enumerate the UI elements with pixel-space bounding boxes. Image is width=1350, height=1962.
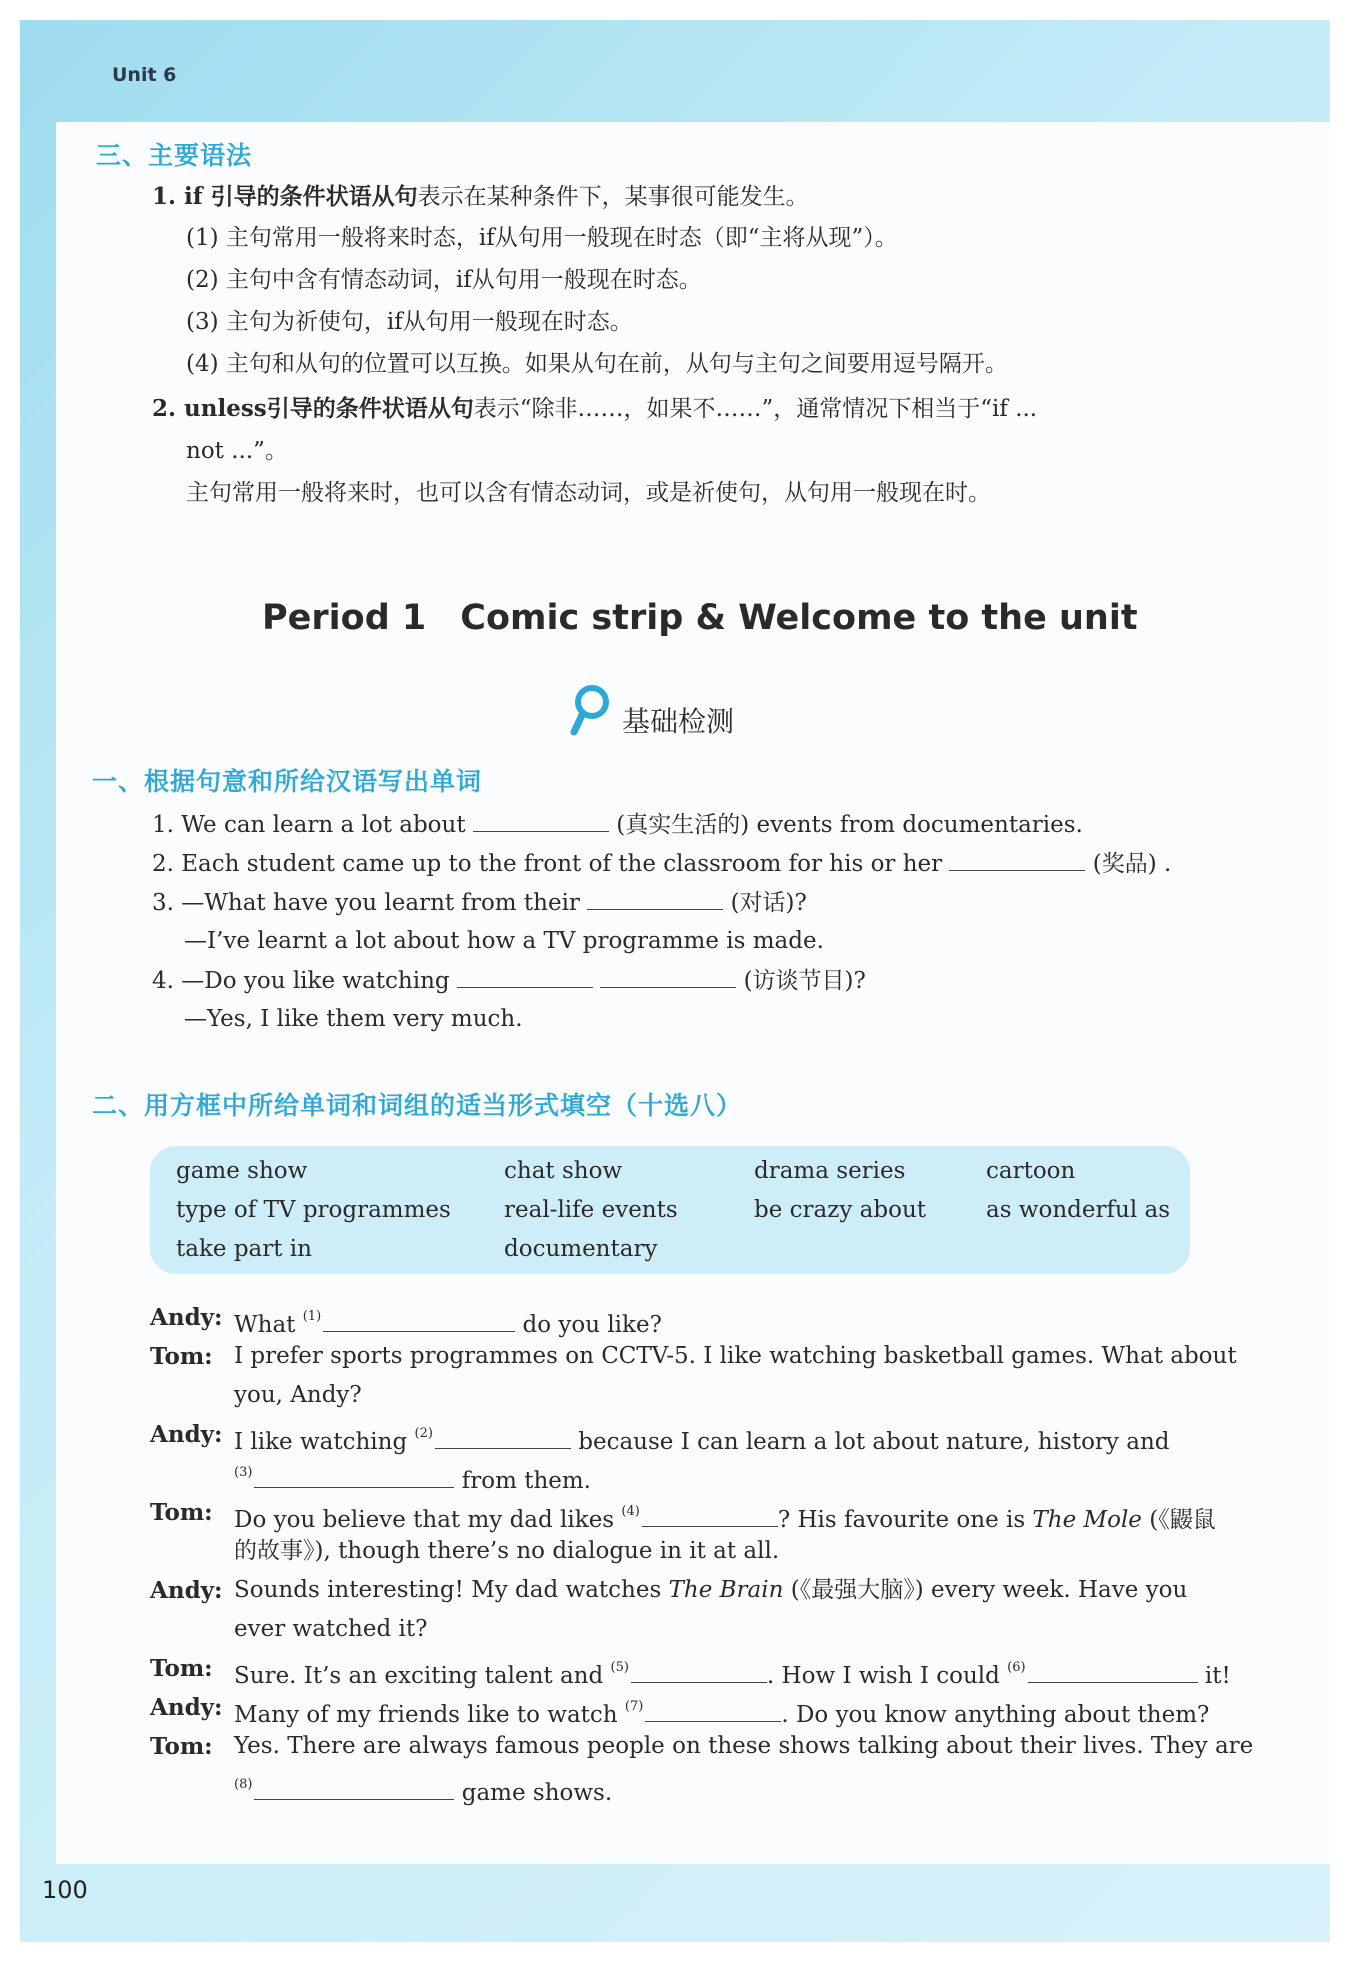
rule1-point: (1) 主句常用一般将来时态，if从句用一般现在时态（即“主将从现”）。 <box>186 225 898 251</box>
dialogue-line: you, Andy? <box>234 1382 362 1408</box>
dialogue-text: Sounds interesting! My dad watches <box>234 1577 662 1603</box>
dialogue-text: (《最强大脑》) every week. Have you <box>790 1577 1188 1603</box>
question-4 <box>152 965 866 996</box>
rule1-lead: 1. if 引导的条件状语从句 <box>152 183 418 210</box>
word-option: drama series <box>754 1158 906 1184</box>
basic-check-label: 基础检测 <box>622 705 735 738</box>
word-option: chat show <box>504 1158 623 1184</box>
answer-blank[interactable] <box>254 1465 454 1488</box>
section1-heading: 一、根据句意和所给汉语写出单词 <box>92 767 483 796</box>
q1-text: We can learn a lot about <box>181 812 466 838</box>
speaker-tom: Tom: <box>150 1655 213 1682</box>
rule1-point: (4) 主句和从句的位置可以互换。如果从句在前，从句与主句之间要用逗号隔开。 <box>186 351 1008 377</box>
dialogue-line <box>234 1419 1169 1457</box>
period-number: Period 1 <box>262 598 427 638</box>
rule1-point: (2) 主句中含有情态动词，if从句用一般现在时态。 <box>186 267 702 293</box>
dialogue-text: do you like? <box>522 1312 662 1338</box>
answer-blank[interactable] <box>642 1504 778 1527</box>
show-title: The Mole <box>1032 1507 1142 1533</box>
answer-blank[interactable] <box>631 1660 767 1683</box>
question-3 <box>152 887 807 918</box>
q4-answer: —Yes, I like them very much. <box>184 1006 523 1032</box>
rule2-cont: not ...”。 <box>186 438 288 464</box>
show-title: The Brain <box>668 1577 784 1603</box>
speaker-tom: Tom: <box>150 1343 213 1370</box>
dialogue-line: ever watched it? <box>234 1616 428 1642</box>
dialogue-line: I prefer sports programmes on CCTV-5. I like watching basketball games. What about <box>234 1343 1237 1369</box>
word-option: game show <box>176 1158 308 1184</box>
dialogue-line: 的故事》), though there’s no dialogue in it at all. <box>234 1538 780 1564</box>
dialogue-line <box>234 1302 662 1340</box>
q3-hint: (对话)? <box>730 890 807 916</box>
dialogue-text: . How I wish I could <box>766 1663 1000 1689</box>
word-option: real-life events <box>504 1197 678 1223</box>
q4-number: 4. <box>152 968 174 994</box>
dialogue-text: Do you believe that my dad likes <box>234 1507 615 1533</box>
dialogue-line <box>234 1653 1231 1691</box>
q3-text: —What have you learnt from their <box>181 890 580 916</box>
q3-answer: —I’ve learnt a lot about how a TV programme is made. <box>184 928 824 954</box>
dialogue-line <box>234 1497 1216 1535</box>
blank-number: (3) <box>234 1465 253 1480</box>
word-option: take part in <box>176 1236 312 1262</box>
speaker-tom: Tom: <box>150 1499 213 1526</box>
dialogue-line <box>234 1458 591 1496</box>
rule1-point: (3) 主句为祈使句，if从句用一般现在时态。 <box>186 309 633 335</box>
question-2 <box>152 848 1171 879</box>
word-option: be crazy about <box>754 1197 926 1223</box>
grammar-rule2 <box>152 394 1037 424</box>
dialogue-line <box>234 1575 1187 1605</box>
grammar-rule1 <box>152 182 809 212</box>
dialogue-text: Many of my friends like to watch <box>234 1702 618 1728</box>
word-option: documentary <box>504 1236 658 1262</box>
dialogue-text: because I can learn a lot about nature, history and <box>578 1429 1170 1455</box>
word-option: cartoon <box>986 1158 1076 1184</box>
period-title <box>262 598 1138 638</box>
answer-blank[interactable] <box>254 1777 454 1800</box>
rule2-rest: 表示“除非……，如果不……”，通常情况下相当于“if ... <box>473 396 1038 422</box>
answer-blank[interactable] <box>473 809 609 832</box>
q1-hint: (真实生活的) events from documentaries. <box>616 812 1083 838</box>
dialogue-text: . Do you know anything about them? <box>781 1702 1210 1728</box>
speaker-andy: Andy: <box>150 1577 223 1604</box>
q4-text: —Do you like watching <box>181 968 450 994</box>
blank-number: (6) <box>1007 1660 1026 1675</box>
blank-number: (1) <box>302 1309 322 1324</box>
dialogue-text: I like watching <box>234 1429 408 1455</box>
page-number: 100 <box>42 1876 88 1904</box>
rule2-lead: 2. unless引导的条件状语从句 <box>152 395 474 422</box>
dialogue-text: Sure. It’s an exciting talent and <box>234 1663 604 1689</box>
answer-blank[interactable] <box>323 1309 515 1332</box>
dialogue-line: Yes. There are always famous people on these shows talking about their lives. They are <box>234 1733 1254 1759</box>
speaker-tom: Tom: <box>150 1733 213 1760</box>
answer-blank[interactable] <box>645 1699 781 1722</box>
word-option: type of TV programmes <box>176 1197 451 1223</box>
speaker-andy: Andy: <box>150 1304 223 1331</box>
q2-number: 2. <box>152 851 174 877</box>
dialogue-line <box>234 1692 1209 1730</box>
q4-hint: (访谈节目)? <box>743 968 866 994</box>
grammar-heading: 三、主要语法 <box>96 141 253 170</box>
blank-number: (2) <box>414 1426 433 1441</box>
answer-blank[interactable] <box>587 887 723 910</box>
answer-blank[interactable] <box>1028 1660 1198 1683</box>
dialogue-text: game shows. <box>461 1780 613 1806</box>
q3-number: 3. <box>152 890 174 916</box>
answer-blank[interactable] <box>949 848 1085 871</box>
q1-number: 1. <box>152 812 174 838</box>
answer-blank[interactable] <box>600 965 736 988</box>
unit-label: Unit 6 <box>112 64 177 86</box>
dialogue-text: What <box>234 1312 296 1338</box>
answer-blank[interactable] <box>435 1426 571 1449</box>
q2-text: Each student came up to the front of the classroom for his or her <box>181 851 943 877</box>
section2-heading: 二、用方框中所给单词和词组的适当形式填空（十选八） <box>92 1091 743 1120</box>
dialogue-text: from them. <box>461 1468 591 1494</box>
rule1-rest: 表示在某种条件下，某事很可能发生。 <box>417 184 809 210</box>
answer-blank[interactable] <box>457 965 593 988</box>
speaker-andy: Andy: <box>150 1421 223 1448</box>
speaker-andy: Andy: <box>150 1694 223 1721</box>
blank-number: (8) <box>234 1777 253 1792</box>
q2-hint: (奖品) . <box>1092 851 1172 877</box>
blank-number: (5) <box>610 1660 629 1675</box>
dialogue-text: ? His favourite one is <box>777 1507 1026 1533</box>
blank-number: (4) <box>621 1504 640 1519</box>
dialogue-text: it! <box>1204 1663 1231 1689</box>
dialogue-text: (《鼹鼠 <box>1149 1507 1216 1533</box>
blank-number: (7) <box>624 1699 644 1714</box>
word-option: as wonderful as <box>986 1197 1171 1223</box>
dialogue-line <box>234 1770 612 1808</box>
magnifier-icon <box>566 682 614 738</box>
question-1 <box>152 809 1083 840</box>
rule2-note: 主句常用一般将来时，也可以含有情态动词，或是祈使句，从句用一般现在时。 <box>186 480 991 506</box>
period-name: Comic strip & Welcome to the unit <box>460 598 1138 638</box>
